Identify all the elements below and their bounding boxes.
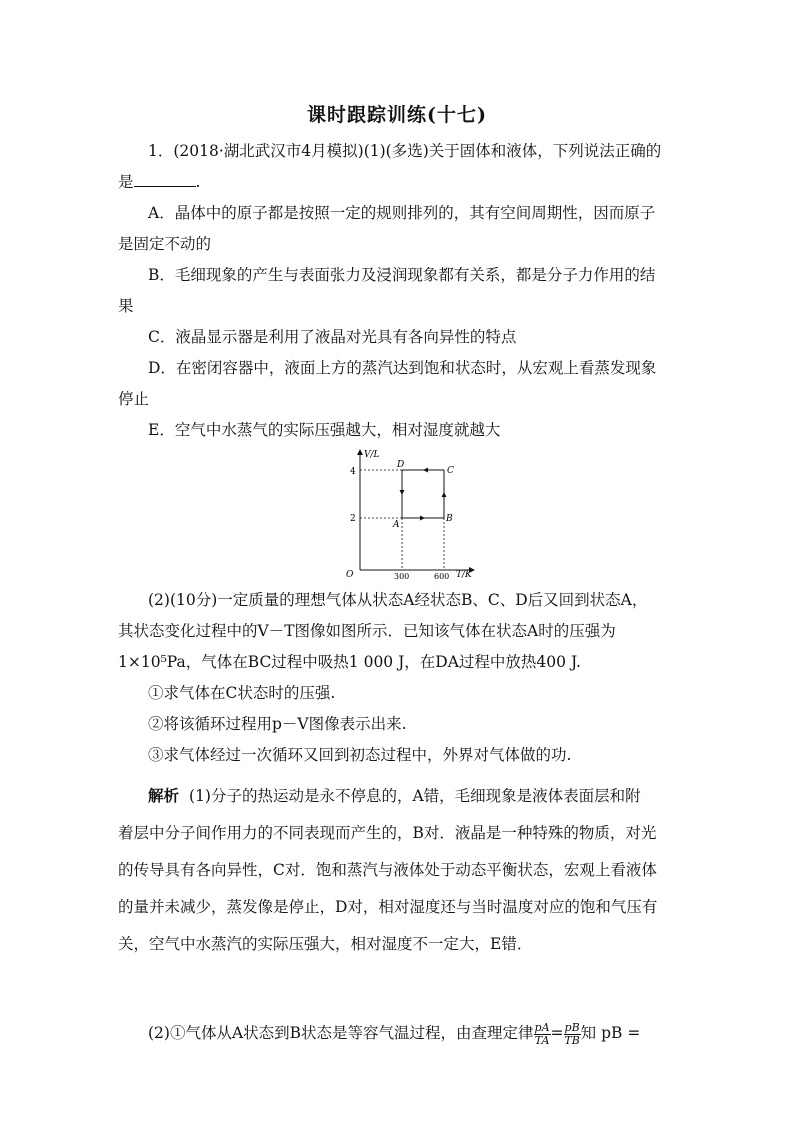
solution-line4: 的量并未减少，蒸发像是停止，D对，相对湿度还与当时温度对应的饱和气压有 xyxy=(118,898,658,916)
point-d-label: D xyxy=(397,460,405,470)
y-axis-label: V/L xyxy=(364,450,380,460)
x-tick-300: 300 xyxy=(394,572,410,580)
origin-label: O xyxy=(346,570,354,580)
option-d-line1: D．在密闭容器中，液面上方的蒸汽达到饱和状态时，从宏观上看蒸发现象 xyxy=(148,359,657,377)
solution-line5: 关，空气中水蒸汽的实际压强大，相对湿度不一定大，E错． xyxy=(118,935,533,953)
solution-line1-text: (1)分子的热运动是永不停息的，A错，毛细现象是液体表面层和附 xyxy=(189,787,641,805)
solution-label: 解析 xyxy=(148,786,180,805)
arrow-a-to-b xyxy=(420,516,425,521)
question-stem-line2 xyxy=(118,172,200,192)
solution-line3: 的传导具有各向异性，C对．饱和蒸汽与液体处于动态平衡状态，宏观上看液体 xyxy=(118,861,657,879)
part2-q3: ③求气体经过一次循环又回到初态过程中，外界对气体做的功. xyxy=(148,746,572,764)
part2-line3: 1×10⁵Pa，气体在BC过程中吸热1 000 J，在DA过程中放热400 J. xyxy=(118,653,581,671)
question-stem-line1: 1．(2018·湖北武汉市4月模拟)(1)(多选)关于固体和液体，下列说法正确的 xyxy=(148,142,662,160)
solution-line6 xyxy=(148,1015,640,1051)
x-axis-label: T/K xyxy=(456,570,472,580)
arrow-b-to-c xyxy=(442,492,447,497)
point-c-label: C xyxy=(447,466,454,476)
equals-sign: = xyxy=(550,1024,564,1042)
option-b-line1: B．毛细现象的产生与表面张力及浸润现象都有关系，都是分子力作用的结 xyxy=(148,266,656,284)
option-e: E．空气中水蒸气的实际压强越大，相对湿度就越大 xyxy=(148,421,501,439)
arrow-c-to-d xyxy=(423,468,428,473)
question-stem-tail: . xyxy=(195,173,201,191)
fraction-pa-ta xyxy=(534,1022,551,1047)
solution-line6-post: 知 pB = xyxy=(580,1024,641,1042)
arrow-d-to-a xyxy=(400,490,405,495)
fraction-ta: TA xyxy=(534,1033,550,1047)
option-d-line2: 停止 xyxy=(118,390,150,408)
y-tick-4: 4 xyxy=(350,467,356,477)
option-a-line2: 是固定不动的 xyxy=(118,235,212,253)
part2-q2: ②将该循环过程用p－V图像表示出来. xyxy=(148,715,407,733)
solution-line1 xyxy=(148,786,641,806)
solution-line2: 着层中分子间作用力的不同表现而产生的，B对．液晶是一种特殊的物质，对光 xyxy=(118,824,657,842)
x-tick-600: 600 xyxy=(434,572,450,580)
solution-line6-pre: (2)①气体从A状态到B状态是等容气温过程，由查理定律 xyxy=(148,1024,534,1042)
fraction-pa: pA xyxy=(534,1020,550,1034)
fraction-pb-tb xyxy=(564,1022,581,1047)
y-tick-2: 2 xyxy=(350,514,356,524)
fraction-tb: TB xyxy=(564,1033,580,1047)
option-b-line2: 果 xyxy=(118,297,134,315)
option-a-line1: A．晶体中的原子都是按照一定的规则排列的，其有空间周期性，因而原子 xyxy=(148,204,656,222)
fraction-pb: pB xyxy=(564,1020,580,1034)
part2-q1: ①求气体在C状态时的压强. xyxy=(148,684,336,702)
part2-line2: 其状态变化过程中的V－T图像如图所示．已知该气体在状态A时的压强为 xyxy=(118,622,616,640)
part2-line1: (2)(10分)一定质量的理想气体从状态A经状态B、C、D后又回到状态A， xyxy=(148,591,648,609)
page-title: 课时跟踪训练(十七) xyxy=(307,104,487,126)
option-c: C．液晶显示器是利用了液晶对光具有各向异性的特点 xyxy=(148,328,517,346)
question-stem-text: 是 xyxy=(118,173,134,191)
point-b-label: B xyxy=(446,514,453,524)
point-a-label: A xyxy=(393,520,400,530)
answer-blank xyxy=(134,172,196,187)
vt-graph xyxy=(340,446,480,580)
